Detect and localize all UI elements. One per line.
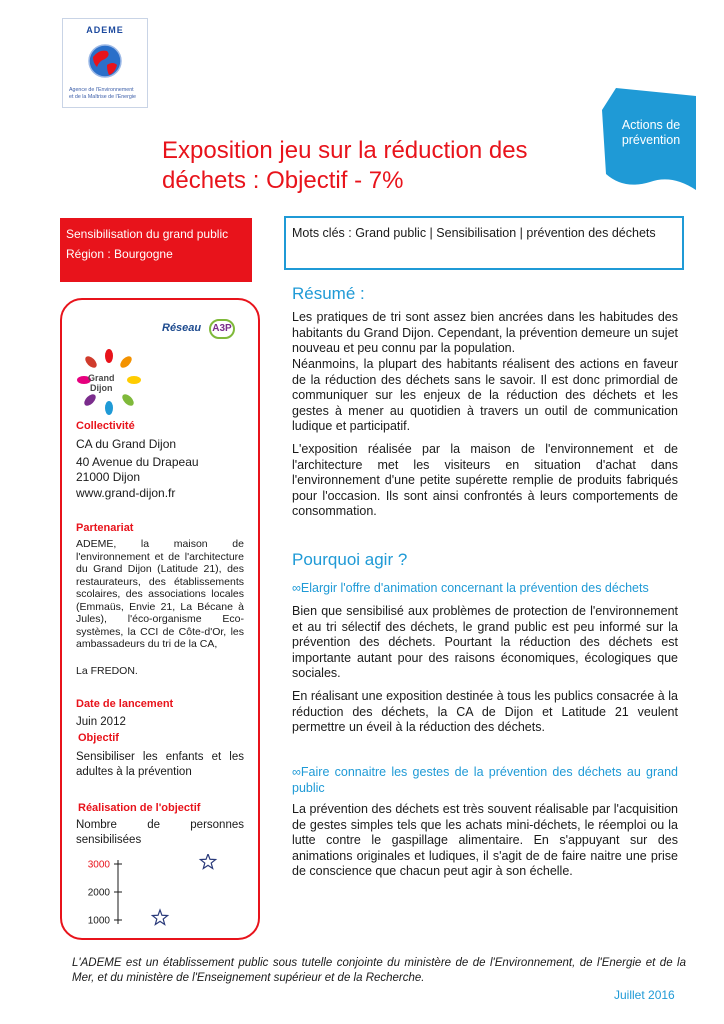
realisation-label: Réalisation de l'objectif <box>78 802 201 814</box>
audience-text: Sensibilisation du grand public <box>66 227 229 241</box>
pourquoi-paragraph-2: En réalisant une exposition destinée à tous les publics consacrée à la réduction des déchets, la CA de Dijon et Latitude 21 veulent permettre un éveil à la réduction des déchets. <box>292 689 678 734</box>
date-label: Date de lancement <box>76 698 174 710</box>
reseau-badge: A3P <box>209 319 235 339</box>
pourquoi-bullet-2: ∞Faire connaitre les gestes de la prévention des déchets au grand public <box>292 765 678 795</box>
pourquoi-paragraph-3: La prévention des déchets est très souvent réalisable par l'acquisition de gestes simples tels que les achats mini-déchets, le réemploi ou la lutte contre le gaspillage alimentaire. En s'appuyant sur des animations originales et ludiques, il s'agit de de faire naitre une prise de conscience que chacun peut agir à son échelle. <box>292 802 678 878</box>
keywords-text: Mots clés : Grand public | Sensibilisation | prévention des déchets <box>292 226 656 240</box>
collectivite-label: Collectivité <box>76 420 135 432</box>
ademe-logo <box>62 18 148 108</box>
grand-dijon-wordmark <box>88 373 115 393</box>
partenariat-last: La FREDON. <box>76 665 138 677</box>
page-title <box>162 136 582 196</box>
collectivite-name: CA du Grand Dijon <box>76 437 177 451</box>
ademe-subtitle <box>69 87 145 100</box>
objectif-text: Sensibiliser les enfants et les adultes à la prévention <box>76 751 244 778</box>
title-line2: déchets : Objectif - 7% <box>162 167 404 194</box>
ademe-subtitle-line1: Agence de l'Environnement <box>69 87 134 93</box>
grand-dijon-line2: Dijon <box>90 383 113 393</box>
resume-paragraph-1: Les pratiques de tri sont assez bien ancrées dans les habitudes des habitants du Grand Dijon. Cependant, la prévention demeure un sujet nouveau et peu connu par la population. <box>292 310 678 355</box>
resume-paragraph-3: L'exposition réalisée par la maison de l'environnement et de l'architecture met les visiteurs en situation d'achat dans l'environnement d'une petite supérette remplie de produits fabriqués pour l'occasion. Ils sont ainsi confrontés à leurs comportements de consommation. <box>292 442 678 518</box>
address-line2: 21000 Dijon <box>76 470 141 484</box>
grand-dijon-logo <box>74 348 144 418</box>
partenariat-label: Partenariat <box>76 522 134 534</box>
chart-star-marker <box>200 854 215 868</box>
ademe-brand: ADEME <box>86 25 124 35</box>
actions-prevention-banner <box>602 88 696 190</box>
resume-paragraph-2: Néanmoins, la plupart des habitants réalisent des actions en faveur de la réduction des déchets sans le savoir. Il est donc primordial de communiquer sur les enjeux de la réduction des déchets et les gestes à mener au quotidien à travers un outil de communication ludique et participatif. <box>292 357 678 433</box>
reseau-label: Réseau <box>162 322 202 334</box>
chart-tick-label: 3000 <box>87 859 110 871</box>
website-link[interactable]: www.grand-dijon.fr <box>76 486 176 500</box>
audience-region-box <box>60 218 252 282</box>
realisation-chart <box>76 854 246 934</box>
banner-line2: prévention <box>621 133 681 147</box>
realisation-chart-svg <box>76 854 246 934</box>
pourquoi-paragraph-1: Bien que sensibilisé aux problèmes de protection de l'environnement et au tri sélectif des déchets, le grand public est peu informé sur la prévention des déchets. Pourtant la réduction des déchets est importante autant pour des raisons économiques, écologiques que sociales. <box>292 604 678 680</box>
pourquoi-heading: Pourquoi agir ? <box>292 550 408 569</box>
address-line1: 40 Avenue du Drapeau <box>76 455 199 469</box>
grand-dijon-line1: Grand <box>88 373 115 383</box>
keywords-box <box>284 216 684 270</box>
region-text: Région : Bourgogne <box>66 247 173 261</box>
banner-line1: Actions de <box>621 118 681 132</box>
date-value: Juin 2012 <box>76 716 126 728</box>
globe-icon <box>85 41 125 81</box>
chart-tick-label: 2000 <box>87 887 110 899</box>
objectif-label: Objectif <box>78 732 119 744</box>
pourquoi-bullet-1: ∞Elargir l'offre d'animation concernant la prévention des déchets <box>292 581 649 595</box>
resume-heading: Résumé : <box>292 284 365 303</box>
title-line1: Exposition jeu sur la réduction des <box>162 137 528 164</box>
ademe-subtitle-line2: et de la Maîtrise de l'Energie <box>69 93 136 100</box>
realisation-text: Nombre de personnes sensibilisées <box>76 819 244 846</box>
partenariat-text: ADEME, la maison de l'environnement et de l'architecture du Grand Dijon (Latitude 21), des restaurateurs, des établissements scolaires, des associations locales (Emmaüs, Envie 21, La Bécane à Jules), l'éco-organisme Eco-systèmes, la CCI de Côte-d'Or, les ambassadeurs du tri de la CA, <box>76 538 244 650</box>
publication-date: Juillet 2016 <box>614 988 675 1002</box>
chart-star-marker <box>152 910 167 924</box>
reseau-a3p-logo <box>162 318 242 342</box>
footer-text: L'ADEME est un établissement public sous tutelle conjointe du ministère de de l'Environnement, de l'Energie et de la Mer, et du ministère de l'Enseignement supérieur et de la Recherche. <box>72 957 686 984</box>
chart-tick-label: 1000 <box>87 915 110 927</box>
banner-text <box>608 118 694 148</box>
